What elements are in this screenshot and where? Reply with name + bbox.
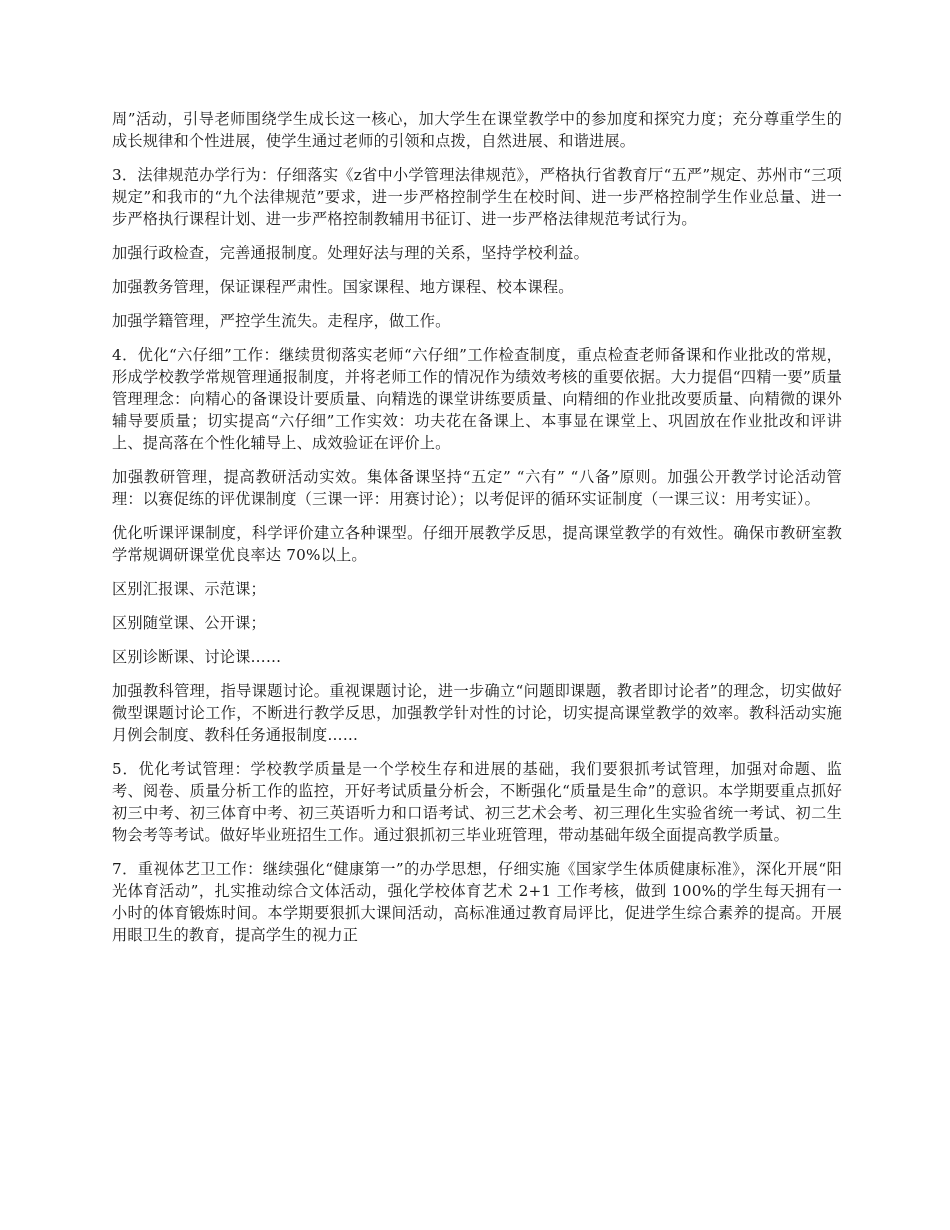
paragraph-7: 加强教研管理，提高教研活动实效。集体备课坚持“五定” “六有” “八备”原则。加强公开教学讨论活动管理：以赛促练的评优课制度（三课一评：用赛讨论）；以考促评的循环实证制度（一课三议：用考实证）。 [112, 468, 842, 508]
paragraph-2: 3．法律规范办学行为：仔细落实《z省中小学管理法律规范》，严格执行省教育厅“五严”规定、苏州市“三项规定”和我市的“九个法律规范”要求，进一步严格控制学生在校时间、进一步严格控制学生作业总量、进一步严格执行课程计划、进一步严格控制教辅用书征订、进一步严格法律规范考试行为。 [112, 166, 842, 228]
paragraph-10: 区别随堂课、公开课； [112, 614, 266, 632]
paragraph-12: 加强教科管理，指导课题讨论。重视课题讨论，进一步确立“问题即课题，教者即讨论者”的理念，切实做好微型课题讨论工作，不断进行教学反思，加强教学针对性的讨论，切实提高课堂教学的效率。教科活动实施月例会制度、教科任务通报制度…… [112, 682, 842, 744]
paragraph-3: 加强行政检查，完善通报制度。处理好法与理的关系，坚持学校利益。 [112, 244, 590, 262]
paragraph-11: 区别诊断课、讨论课…… [112, 648, 282, 666]
paragraph-4: 加强教务管理，保证课程严肃性。国家课程、地方课程、校本课程。 [112, 278, 574, 296]
document-page [112, 108, 842, 958]
paragraph-14: 7．重视体艺卫工作：继续强化“健康第一”的办学思想，仔细实施《国家学生体质健康标准》，深化开展“阳光体育活动”，扎实推动综合文体活动，强化学校体育艺术 2+1 工作考核，做到 100%的学生每天拥有一小时的体育锻炼时间。本学期要狠抓大课间活动，高标准通过教育局评比，促进学生综合素养的提高。开展用眼卫生的教育，提高学生的视力正 [112, 860, 842, 944]
paragraph-1: 周”活动，引导老师围绕学生成长这一核心，加大学生在课堂教学中的参加度和探究力度；充分尊重学生的成长规律和个性进展，使学生通过老师的引领和点拨，自然进展、和谐进展。 [112, 110, 842, 150]
paragraph-5: 加强学籍管理，严控学生流失。走程序，做工作。 [112, 312, 451, 330]
paragraph-9: 区别汇报课、示范课； [112, 580, 266, 598]
paragraph-8: 优化听课评课制度，科学评价建立各种课型。仔细开展教学反思，提高课堂教学的有效性。确保市教研室教学常规调研课堂优良率达 70%以上。 [112, 524, 842, 564]
paragraph-6: 4．优化“六仔细”工作：继续贯彻落实老师“六仔细”工作检查制度，重点检查老师备课和作业批改的常规，形成学校教学常规管理通报制度，并将老师工作的情况作为绩效考核的重要依据。大力提倡“四精一要”质量管理理念：向精心的备课设计要质量、向精选的课堂讲练要质量、向精细的作业批改要质量、向精微的课外辅导要质量；切实提高“六仔细”工作实效：功夫花在备课上、本事显在课堂上、巩固放在作业批改和评讲上、提高落在个性化辅导上、成效验证在评价上。 [112, 346, 842, 452]
paragraph-13: 5．优化考试管理：学校教学质量是一个学校生存和进展的基础，我们要狠抓考试管理，加强对命题、监考、阅卷、质量分析工作的监控，开好考试质量分析会，不断强化“质量是生命”的意识。本学期要重点抓好初三中考、初三体育中考、初三英语听力和口语考试、初三艺术会考、初三理化生实验省统一考试、初二生物会考等考试。做好毕业班招生工作。通过狠抓初三毕业班管理，带动基础年级全面提高教学质量。 [112, 760, 842, 844]
